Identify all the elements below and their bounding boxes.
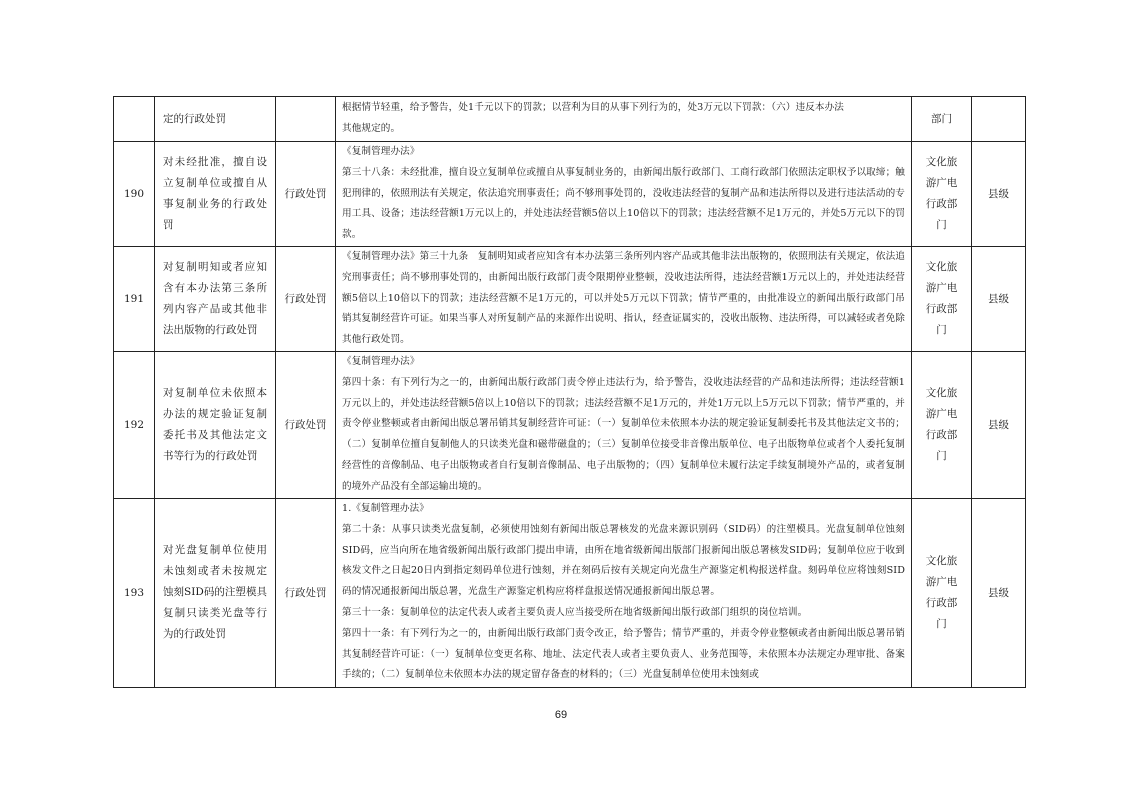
administrative-level: 县级 (972, 142, 1026, 247)
basis-paragraph: 第四十条：有下列行为之一的，由新闻出版行政部门责令停止违法行为，给予警告，没收违法经营的产品和违法所得；违法经营额1万元以上的，并处违法经营额5倍以上10倍以下的罚款；违法经营额不足1万元的，并处1万元以上5万元以下罚款；情节严重的，并责令停业整顿或者由新闻出版总署吊销其复制经营许可证：（一）复制单位未依照本办法的规定验证复制委托书及其他法定文书的；（二）复制单位擅自复制他人的只读类光盘和磁带磁盘的；（三）复制单位接受非音像出版单位、电子出版物单位或者个人委托复制经营性的音像制品、电子出版物或者自行复制音像制品、电子出版物的；（四）复制单位未履行法定手续复制境外产品的，或者复制的境外产品没有全部运输出境的。 (342, 376, 905, 492)
basis-paragraph: 其他规定的。 (342, 123, 401, 134)
row-number (114, 97, 155, 142)
table-body (114, 97, 1026, 688)
matter-name: 对光盘复制单位使用未蚀刻或者未按规定蚀刻SID码的注塑模具复制只读类光盘等行为的行政处罚 (155, 498, 276, 687)
enforcing-department: 文化旅游广电行政部门 (912, 351, 972, 498)
matter-name: 对复制明知或者应知含有本办法第三条所列内容产品或其他非法出版物的行政处罚 (155, 246, 276, 351)
row-number: 192 (114, 351, 155, 498)
row-number: 190 (114, 142, 155, 247)
enforcing-department: 部门 (912, 97, 972, 142)
enforcement-table (113, 96, 1026, 688)
basis-paragraph: 根据情节轻重，给予警告，处1千元以下的罚款；以营利为目的从事下列行为的，处3万元以下罚款：（六）违反本办法 (342, 102, 844, 114)
penalty-type (276, 97, 336, 142)
legal-basis (336, 142, 912, 247)
table-row (114, 351, 1026, 498)
basis-paragraph: 1.《复制管理办法》 (342, 502, 429, 514)
basis-paragraph: 《复制管理办法》 (342, 146, 420, 157)
basis-paragraph: 第四十一条：有下列行为之一的，由新闻出版行政部门责令改正，给予警告；情节严重的，并责令停业整顿或者由新闻出版总署吊销其复制经营许可证：（一）复制单位变更名称、地址、法定代表人或者主要负责人、业务范围等，未依照本办法规定办理审批、备案手续的；（二）复制单位未依照本办法的规定留存备查的材料的；（三）光盘复制单位使用未蚀刻或 (342, 627, 905, 681)
legal-basis (336, 498, 912, 687)
legal-basis (336, 246, 912, 351)
basis-paragraph: 第三十一条：复制单位的法定代表人或者主要负责人应当接受所在地省级新闻出版行政部门组织的岗位培训。 (342, 606, 808, 618)
administrative-level: 县级 (972, 498, 1026, 687)
matter-name: 定的行政处罚 (155, 97, 276, 142)
basis-paragraph: 第二十条：从事只读类光盘复制，必须使用蚀刻有新闻出版总署核发的光盘来源识别码（SID码）的注塑模具。光盘复制单位蚀刻SID码，应当向所在地省级新闻出版行政部门提出申请，由所在地省级新闻出版部门报新闻出版总署核发SID码；复制单位应于收到核发文件之日起20日内到指定刻码单位进行蚀刻，并在刻码后按有关规定向光盘生产源鉴定机构报送样盘。刻码单位应将蚀刻SID码的情况通报新闻出版总署，光盘生产源鉴定机构应将样盘报送情况通报新闻出版总署。 (342, 523, 905, 598)
basis-paragraph: 《复制管理办法》 (342, 355, 420, 367)
penalty-type: 行政处罚 (276, 142, 336, 247)
enforcing-department: 文化旅游广电行政部门 (912, 142, 972, 247)
row-number: 193 (114, 498, 155, 687)
penalty-type: 行政处罚 (276, 246, 336, 351)
matter-name: 对未经批准，擅自设立复制单位或擅自从事复制业务的行政处罚 (155, 142, 276, 247)
page-number: 69 (554, 709, 568, 721)
enforcing-department: 文化旅游广电行政部门 (912, 246, 972, 351)
basis-paragraph: 《复制管理办法》第三十九条 复制明知或者应知含有本办法第三条所列内容产品或其他非法出版物的，依照刑法有关规定，依法追究刑事责任；尚不够刑事处罚的，由新闻出版行政部门责令限期停业整顿，没收违法所得，违法经营额1万元以上的，并处违法经营额5倍以上10倍以下的罚款；违法经营额不足1万元的，可以并处5万元以下罚款；情节严重的，由批准设立的新闻出版行政部门吊销其复制经营许可证。如果当事人对所复制产品的来源作出说明、指认，经查证属实的，没收出版物、违法所得，可以减轻或者免除其他行政处罚。 (342, 250, 905, 346)
matter-name: 对复制单位未依照本办法的规定验证复制委托书及其他法定文书等行为的行政处罚 (155, 351, 276, 498)
table-row (114, 246, 1026, 351)
legal-basis (336, 97, 912, 142)
table-row (114, 498, 1026, 687)
administrative-level: 县级 (972, 351, 1026, 498)
table-row (114, 142, 1026, 247)
table-row (114, 97, 1026, 142)
enforcing-department: 文化旅游广电行政部门 (912, 498, 972, 687)
basis-paragraph: 第三十八条：未经批准，擅自设立复制单位或擅自从事复制业务的，由新闻出版行政部门、工商行政部门依照法定职权予以取缔；触犯刑律的，依照刑法有关规定，依法追究刑事责任；尚不够刑事处罚的，没收违法经营的复制产品和违法所得以及进行违法活动的专用工具、设备；违法经营额1万元以上的，并处违法经营额5倍以上10倍以下的罚款；违法经营额不足1万元的，并处5万元以下的罚款。 (342, 166, 905, 241)
administrative-level (972, 97, 1026, 142)
penalty-type: 行政处罚 (276, 498, 336, 687)
legal-basis (336, 351, 912, 498)
penalty-type: 行政处罚 (276, 351, 336, 498)
row-number: 191 (114, 246, 155, 351)
administrative-level: 县级 (972, 246, 1026, 351)
